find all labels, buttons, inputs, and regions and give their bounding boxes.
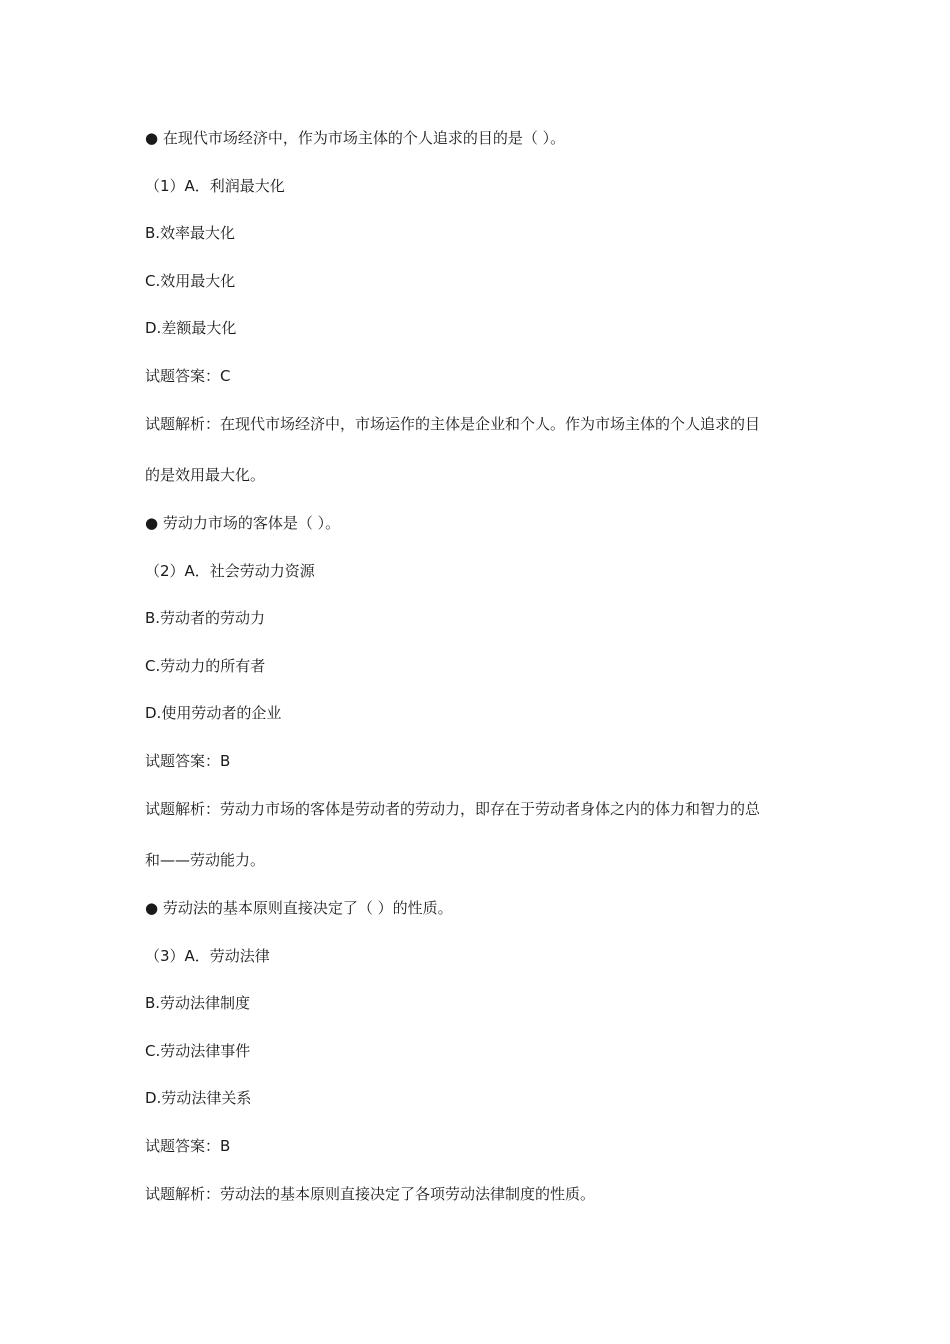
question-2-answer: 试题答案：B [145, 752, 231, 770]
question-3-option-b: B.劳动法律制度 [145, 994, 251, 1012]
question-1-answer: 试题答案：C [145, 367, 231, 385]
question-2-analysis-line-2: 和——劳动能力。 [145, 851, 266, 869]
question-1-option-d: D.差额最大化 [145, 319, 237, 337]
question-1-option-a: （1）A．利润最大化 [145, 177, 285, 195]
question-2-option-d: D.使用劳动者的企业 [145, 704, 282, 722]
question-1-option-c: C.效用最大化 [145, 272, 236, 290]
question-2-option-a: （2）A．社会劳动力资源 [145, 562, 315, 580]
question-1-analysis-line-2: 的是效用最大化。 [145, 466, 266, 484]
question-3-stem: ● 劳动法的基本原则直接决定了（ ）的性质。 [145, 899, 453, 917]
question-3-option-a: （3）A．劳动法律 [145, 947, 270, 965]
question-2-option-c: C.劳动力的所有者 [145, 657, 266, 675]
question-2-analysis-line-1: 试题解析：劳动力市场的客体是劳动者的劳动力，即存在于劳动者身体之内的体力和智力的总 [145, 800, 761, 818]
question-3-option-d: D.劳动法律关系 [145, 1089, 252, 1107]
question-1-stem: ● 在现代市场经济中，作为市场主体的个人追求的目的是（ ）。 [145, 129, 566, 147]
question-2-option-b: B.劳动者的劳动力 [145, 609, 266, 627]
question-2-stem: ● 劳动力市场的客体是（ ）。 [145, 514, 341, 532]
question-3-option-c: C.劳动法律事件 [145, 1042, 251, 1060]
question-3-answer: 试题答案：B [145, 1137, 231, 1155]
question-1-analysis-line-1: 试题解析：在现代市场经济中，市场运作的主体是企业和个人。作为市场主体的个人追求的目 [145, 415, 761, 433]
question-1-option-b: B.效率最大化 [145, 224, 236, 242]
question-3-analysis-line-1: 试题解析：劳动法的基本原则直接决定了各项劳动法律制度的性质。 [145, 1185, 596, 1203]
